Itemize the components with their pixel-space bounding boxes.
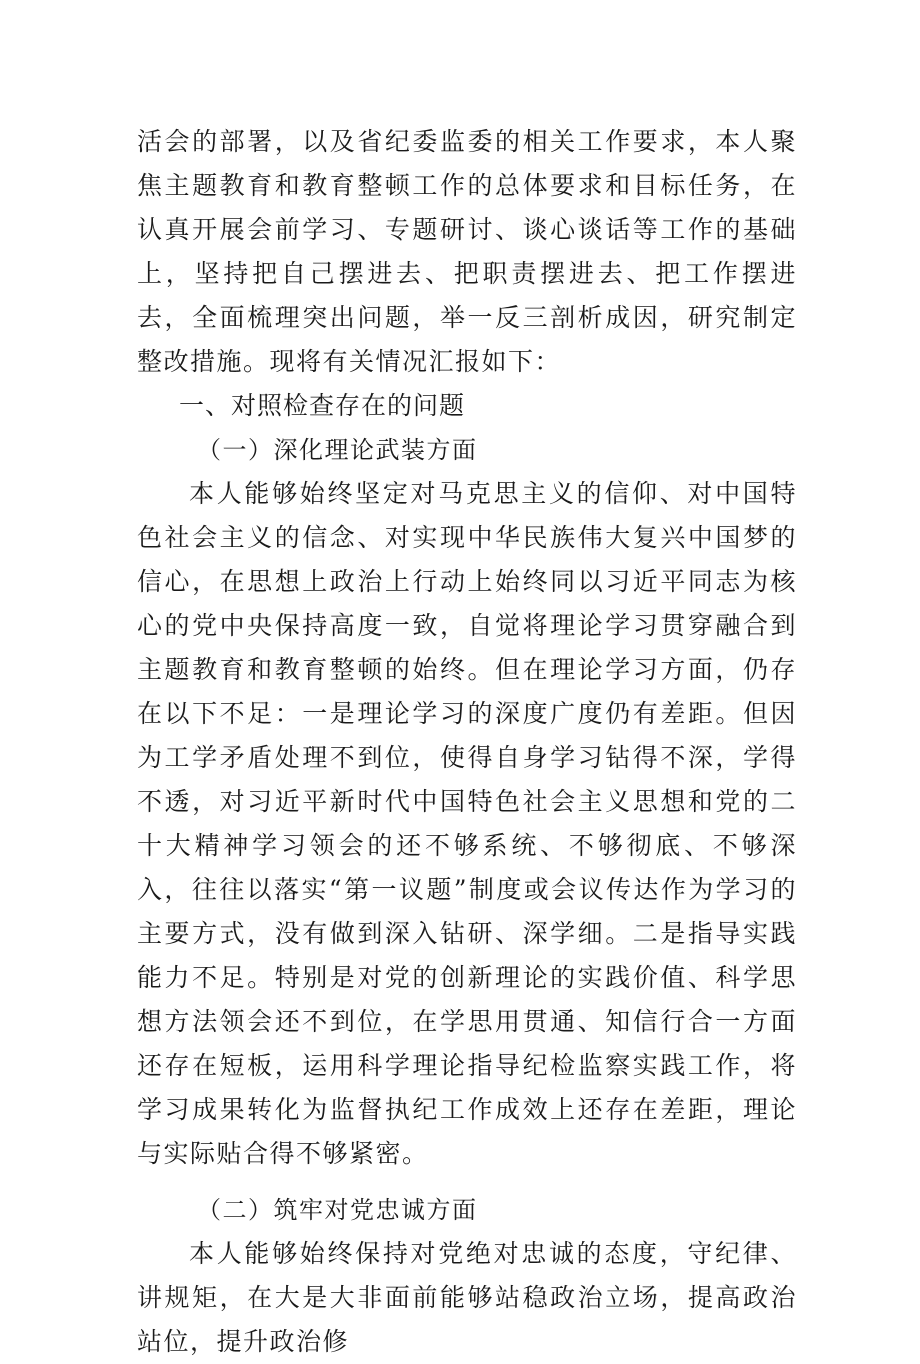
theory-paragraph: 本人能够始终坚定对马克思主义的信仰、对中国特色社会主义的信念、对实现中华民族伟大复兴中国梦的信心，在思想上政治上行动上始终同以习近平同志为核心的党中央保持高度一致，自觉将理论学习贯穿融合到主题教育和教育整顿的始终。但在理论学习方面，仍存在以下不足：一是理论学习的深度广度仍有差距。但因为工学矛盾处理不到位，使得自身学习钻得不深，学得不透，对习近平新时代中国特色社会主义思想和党的二十大精神学习领会的还不够系统、不够彻底、不够深入，往往以落实“第一议题”制度或会议传达作为学习的主要方式，没有做到深入钻研、深学细。二是指导实践能力不足。特别是对党的创新理论的实践价值、科学思想方法领会还不到位，在学思用贯通、知信行合一方面还存在短板，运用科学理论指导纪检监察实践工作，将学习成果转化为监督执纪工作成效上还存在差距，理论与实际贴合得不够紧密。 — [137, 479, 797, 1168]
loyalty-paragraph: 本人能够始终保持对党绝对忠诚的态度，守纪律、讲规矩，在大是大非面前能够站稳政治立场，提高政治站位，提升政治修 — [137, 1239, 797, 1356]
subsection-heading-theory: （一）深化理论武装方面 — [197, 436, 478, 464]
section-heading-problems: 一、对照检查存在的问题 — [179, 391, 466, 420]
document-body — [137, 120, 797, 1364]
subsection-heading-loyalty: （二）筑牢对党忠诚方面 — [197, 1196, 478, 1224]
intro-paragraph: 活会的部署，以及省纪委监委的相关工作要求，本人聚焦主题教育和教育整顿工作的总体要求和目标任务，在认真开展会前学习、专题研讨、谈心谈话等工作的基础上，坚持把自己摆进去、把职责摆进去、把工作摆进去，全面梳理突出问题，举一反三剖析成因，研究制定整改措施。现将有关情况汇报如下： — [137, 127, 797, 376]
